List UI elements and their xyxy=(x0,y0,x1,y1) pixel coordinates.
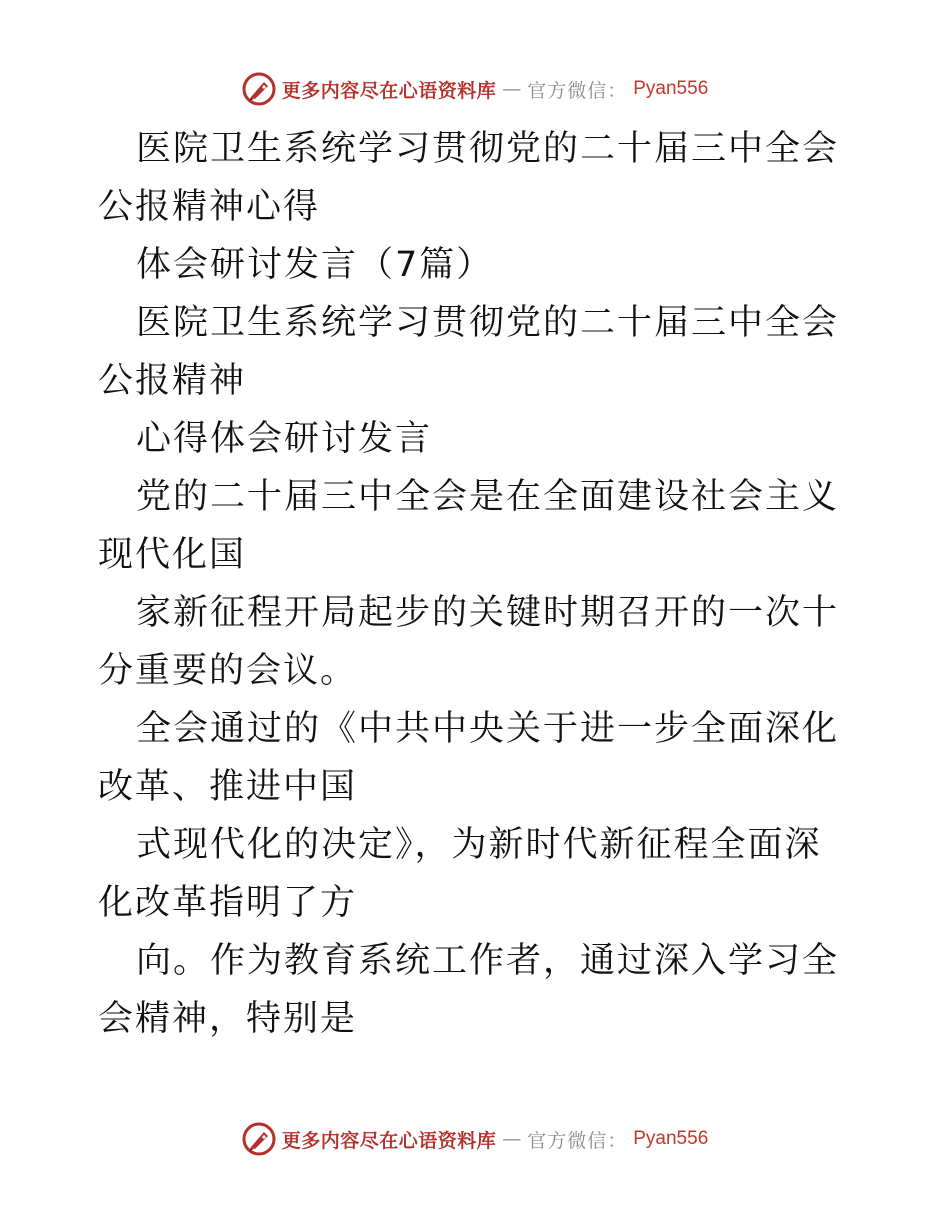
paragraph-body: 全会通过的《中共中央关于进一步全面深化改革、推进中国 xyxy=(98,709,840,807)
paragraph-body: 式现代化的决定》，为新时代新征程全面深化改革指明了方 xyxy=(98,825,822,923)
paragraph-subtitle-line-2: 心得体会研讨发言 xyxy=(136,419,433,459)
paragraph-title-line-2: 体会研讨发言（7篇） xyxy=(136,245,494,285)
pen-nib-logo-icon xyxy=(242,1122,276,1156)
paragraph-subtitle-line-1: 医院卫生系统学习贯彻党的二十届三中全会公报精神 xyxy=(98,303,840,401)
banner-dash: — xyxy=(502,78,522,100)
banner-wechat-id: Pyan556 xyxy=(633,78,709,99)
banner-title: 更多内容尽在心语资料库 xyxy=(281,79,497,102)
footer-banner xyxy=(0,1122,950,1156)
banner-wechat-id: Pyan556 xyxy=(633,1128,709,1149)
paragraph-body: 家新征程开局起步的关键时期召开的一次十分重要的会议。 xyxy=(98,593,840,691)
document-body xyxy=(98,120,858,1048)
banner-dash: — xyxy=(502,1128,522,1150)
paragraph-body: 党的二十届三中全会是在全面建设社会主义现代化国 xyxy=(98,477,840,575)
pen-nib-logo-icon xyxy=(242,72,276,106)
banner-wechat-label: 官方微信： xyxy=(527,1129,628,1152)
paragraph-body: 向。作为教育系统工作者，通过深入学习全会精神，特别是 xyxy=(98,941,840,1039)
banner-wechat-label: 官方微信： xyxy=(527,79,628,102)
header-banner xyxy=(0,72,950,106)
paragraph-title-line-1: 医院卫生系统学习贯彻党的二十届三中全会公报精神心得 xyxy=(98,129,840,227)
banner-title: 更多内容尽在心语资料库 xyxy=(281,1129,497,1152)
